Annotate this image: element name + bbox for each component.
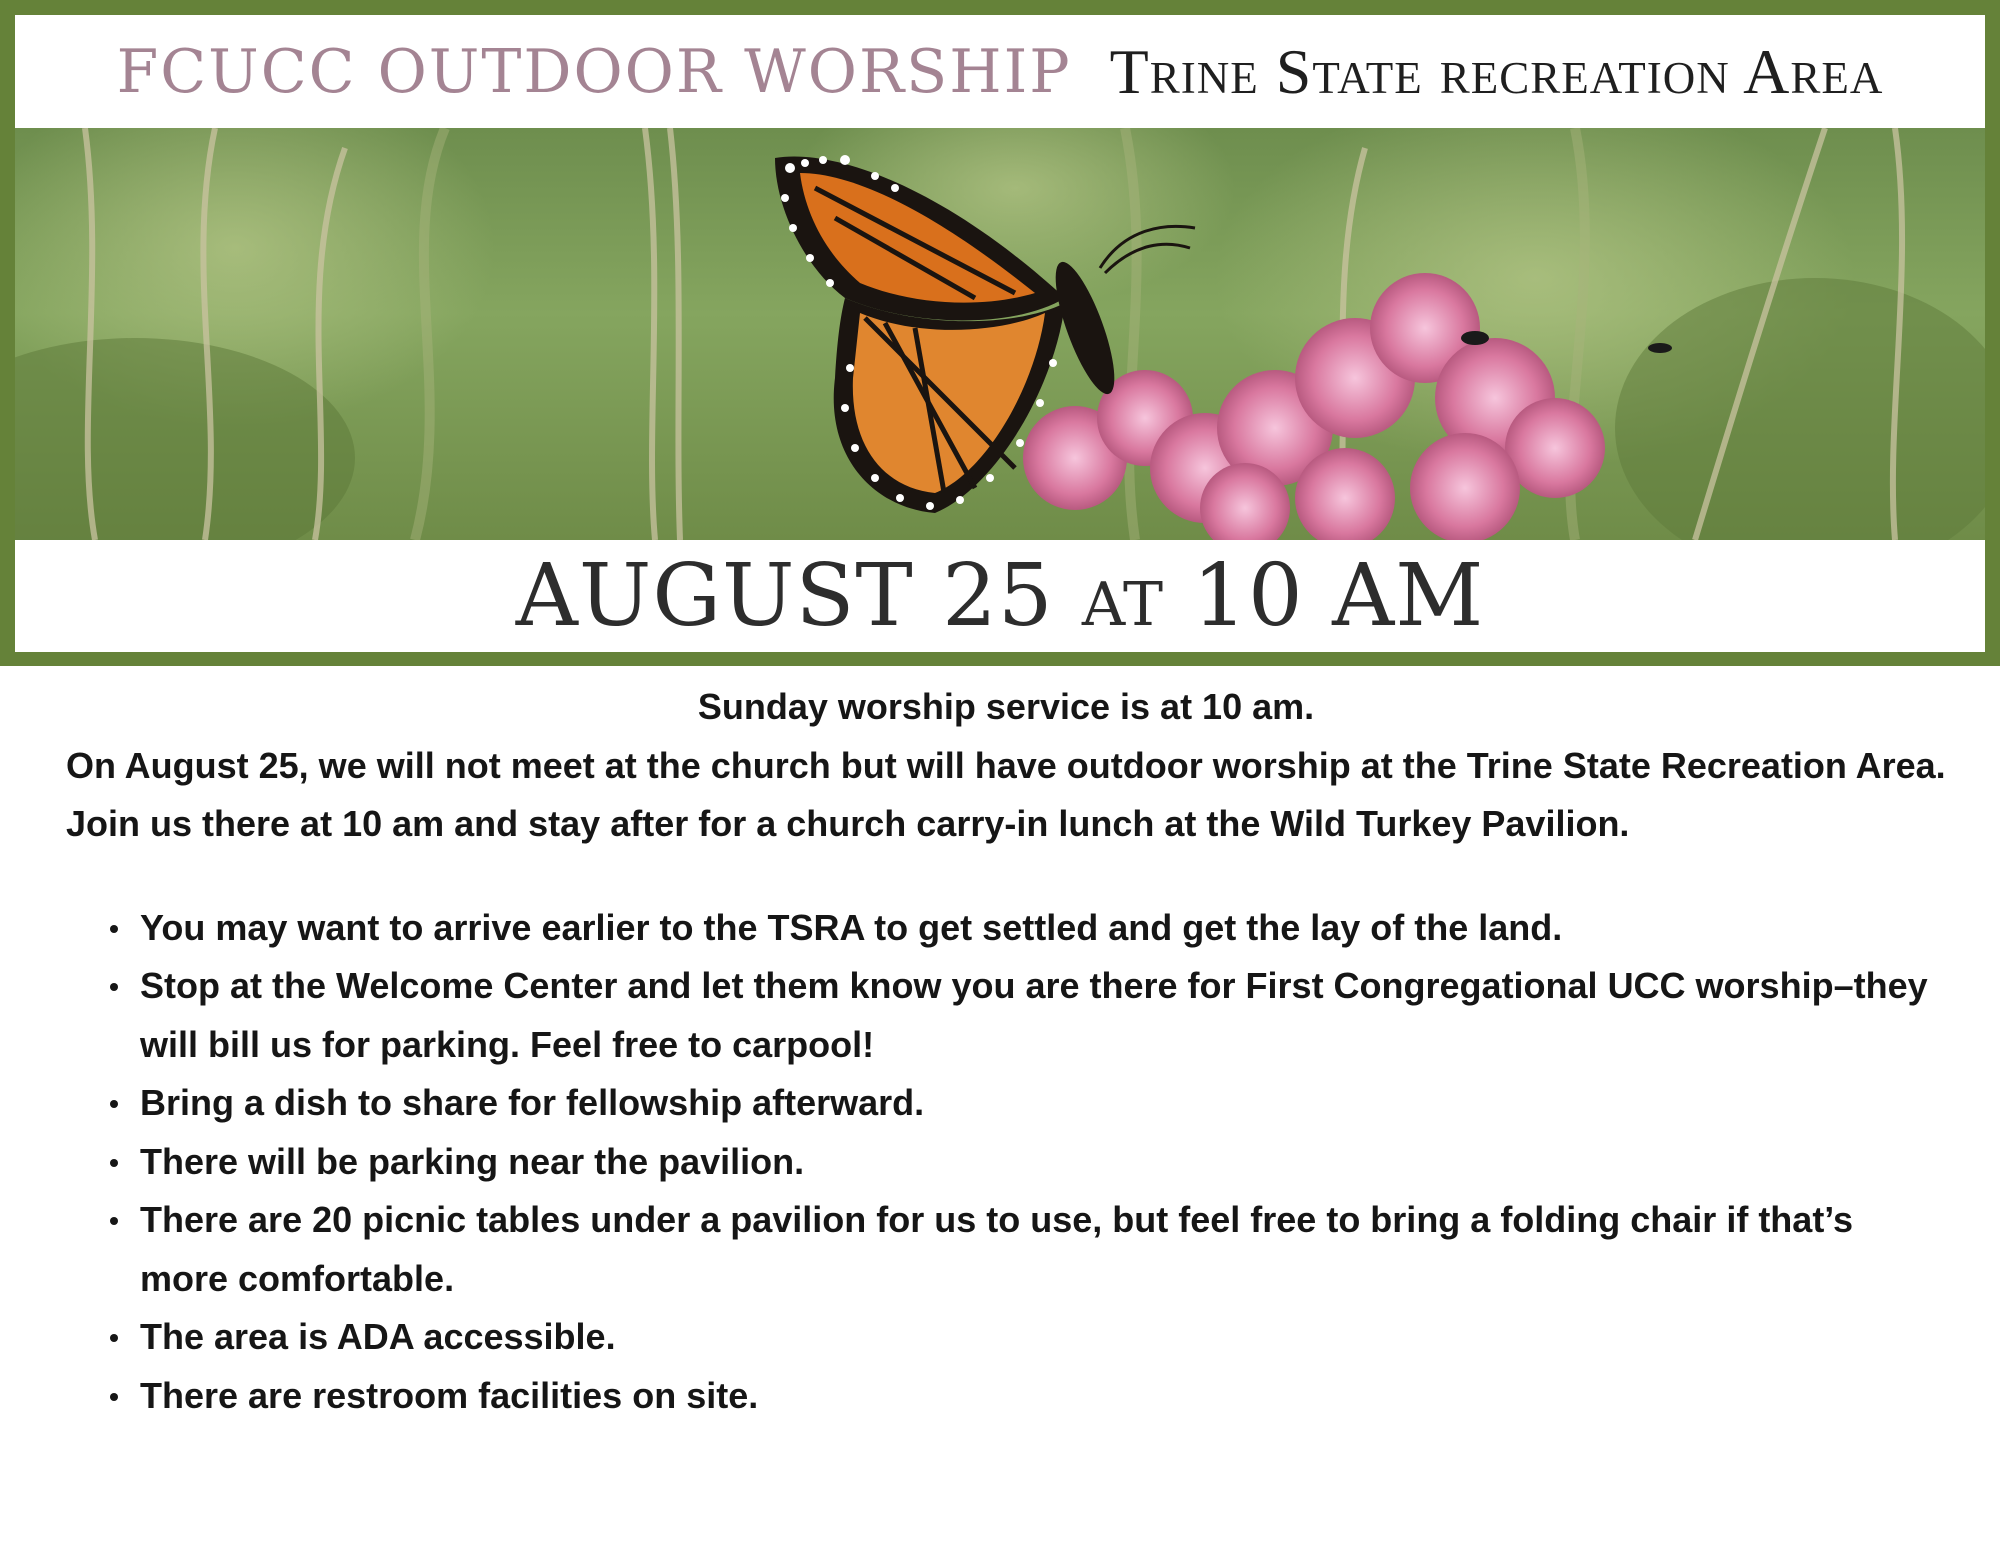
location-note: On August 25, we will not meet at the church but will have outdoor worship at the Trine State Recreation Area. <box>66 744 1946 786</box>
event-date-at: at <box>1053 546 1193 646</box>
event-date-time: 10 AM <box>1192 546 1485 646</box>
event-date <box>516 546 1485 646</box>
list-item: Bring a dish to share for fellowship afterward. <box>140 1074 1946 1133</box>
list-item: The area is ADA accessible. <box>140 1308 1946 1367</box>
info-list <box>66 899 1946 1426</box>
lunch-note: Join us there at 10 am and stay after for a church carry-in lunch at the Wild Turkey Pavilion. <box>66 803 1630 844</box>
bullet-icon <box>110 1334 118 1342</box>
bullet-icon <box>110 1217 118 1225</box>
page-title: FCUCC OUTDOOR WORSHIP <box>116 36 1072 107</box>
date-banner <box>15 540 1985 652</box>
header-band <box>15 15 1985 128</box>
butterfly-illustration <box>15 128 1985 540</box>
event-date-day: AUGUST 25 <box>515 546 1054 646</box>
list-item: There are restroom facilities on site. <box>140 1367 1946 1426</box>
bullet-icon <box>110 1393 118 1401</box>
bullet-icon <box>110 1159 118 1167</box>
list-item: Stop at the Welcome Center and let them know you are there for First Congregational UCC worship–they will bill us for parking. Feel free to carpool! <box>140 957 1946 1074</box>
bullet-icon <box>110 925 118 933</box>
bullet-icon <box>110 1100 118 1108</box>
bullet-icon <box>110 983 118 991</box>
service-time-note: Sunday worship service is at 10 am. <box>697 686 1315 727</box>
page-subtitle: Trine State recreation Area <box>1109 35 1884 107</box>
butterfly-photo <box>15 128 1985 540</box>
event-details <box>66 678 1946 1425</box>
list-item: There will be parking near the pavilion. <box>140 1133 1946 1192</box>
list-item: You may want to arrive earlier to the TSRA to get settled and get the lay of the land. <box>140 899 1946 958</box>
list-item: There are 20 picnic tables under a pavilion for us to use, but feel free to bring a folding chair if that’s more comfortable. <box>140 1191 1946 1308</box>
